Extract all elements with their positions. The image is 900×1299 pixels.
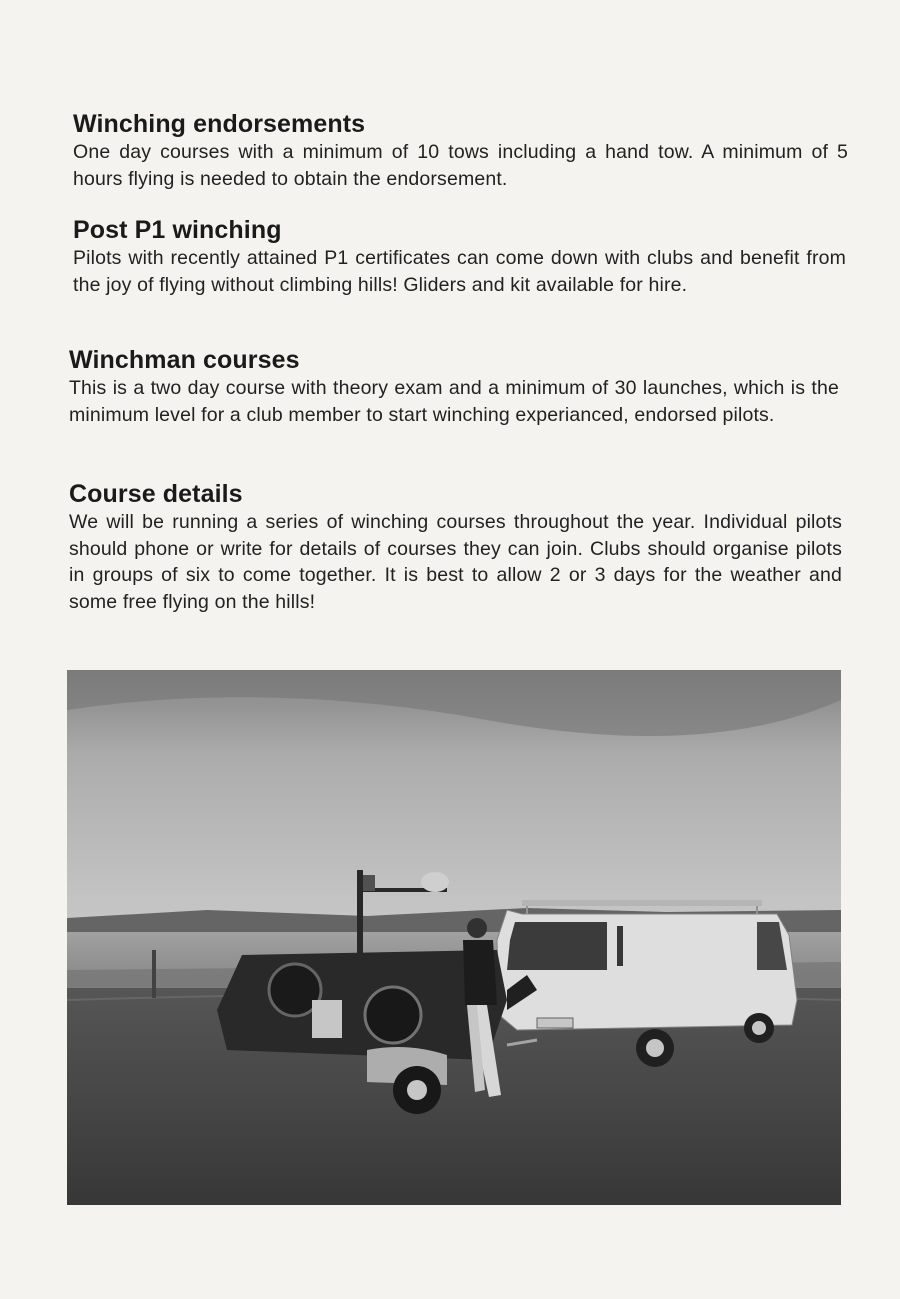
section-post-p1-winching	[73, 215, 846, 298]
section-body: This is a two day course with theory exam and a minimum of 30 launches, which is the minimum level for a club member to start winching experianced, endorsed pilots.	[69, 377, 839, 426]
section-heading: Winchman courses	[69, 346, 300, 374]
section-heading: Course details	[69, 480, 243, 508]
section-heading: Post P1 winching	[73, 216, 282, 244]
section-winchman-courses	[69, 345, 839, 428]
section-body: One day courses with a minimum of 10 tows including a hand tow. A minimum of 5 hours flying is needed to obtain the endorsement.	[73, 141, 848, 190]
section-heading: Winching endorsements	[73, 110, 366, 138]
winch-photo	[67, 670, 841, 1205]
section-course-details	[69, 479, 842, 615]
section-body: We will be running a series of winching courses throughout the year. Individual pilots should phone or write for details of courses they can join. Clubs should organise pilots in groups of six to come together. It is best to allow 2 or 3 days for the weather and some free flying on the hills!	[69, 511, 842, 613]
section-body: Pilots with recently attained P1 certificates can come down with clubs and benefit from the joy of flying without climbing hills! Gliders and kit available for hire.	[73, 247, 846, 296]
section-winching-endorsements	[73, 109, 848, 192]
